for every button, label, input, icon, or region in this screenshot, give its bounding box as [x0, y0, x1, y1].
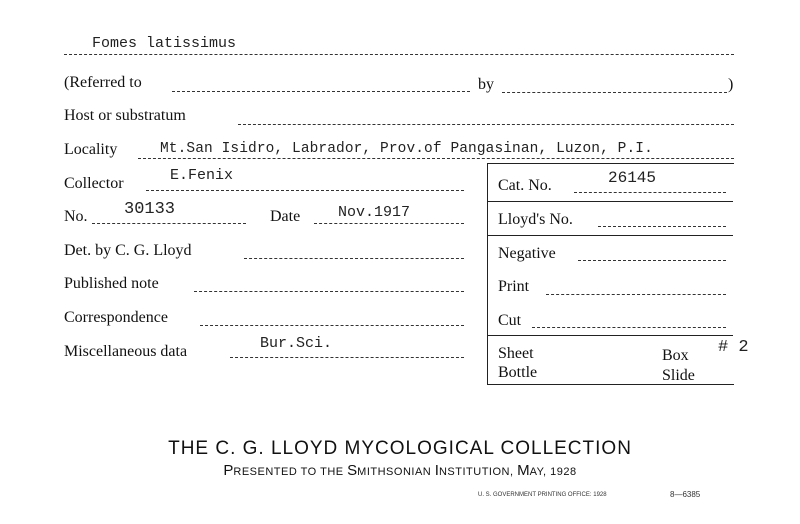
- negative-line: [578, 260, 726, 261]
- date-value: Nov.1917: [338, 204, 411, 221]
- catalog-divider-3: [487, 335, 733, 336]
- host-line: [238, 124, 734, 125]
- correspondence-label: Correspondence: [64, 309, 168, 326]
- published-label: Published note: [64, 275, 159, 292]
- catalog-divider-2: [487, 235, 733, 236]
- collector-value: E.Fenix: [170, 167, 234, 184]
- referred-to-line: [172, 91, 470, 92]
- print-label: Print: [498, 278, 530, 295]
- correspondence-line: [200, 325, 464, 326]
- det-label: Det. by C. G. Lloyd: [64, 242, 192, 259]
- host-label: Host or substratum: [64, 107, 186, 124]
- slide-label: Slide: [662, 367, 695, 384]
- sub-p: P: [223, 462, 234, 479]
- date-line: [314, 223, 464, 224]
- det-line: [244, 258, 464, 259]
- cat-no-label: Cat. No.: [498, 177, 552, 194]
- lloyds-no-line: [598, 226, 726, 227]
- sub-mithsonian: MITHSONIAN: [357, 466, 435, 478]
- published-line: [194, 291, 464, 292]
- sub-nstitution: NSTITUTION,: [438, 466, 518, 478]
- catalog-divider-1: [487, 201, 733, 202]
- collector-label: Collector: [64, 175, 124, 192]
- cut-label: Cut: [498, 312, 522, 329]
- referred-to-label: (Referred to: [64, 74, 142, 91]
- cut-line: [532, 327, 726, 328]
- collection-title: [0, 438, 800, 460]
- referred-by-line: [502, 92, 727, 93]
- number-label: No.: [64, 208, 88, 225]
- lloyds-no-label: Lloyd's No.: [498, 211, 573, 228]
- date-label: Date: [270, 208, 301, 225]
- print-line: [546, 294, 726, 295]
- box-label: Box: [662, 347, 689, 364]
- title-rest: HE C. G. LLOYD MYCOLOGICAL COLLECTION: [180, 438, 632, 459]
- cat-no-line: [574, 192, 726, 193]
- species-line: [64, 54, 734, 55]
- bottle-label: Bottle: [498, 364, 538, 381]
- number-value: 30133: [124, 200, 176, 219]
- sheet-label: Sheet: [498, 345, 534, 362]
- form-number: 8—6385: [670, 490, 701, 499]
- misc-label: Miscellaneous data: [64, 343, 188, 360]
- presented-subtitle: [0, 462, 800, 480]
- misc-line: [230, 357, 464, 358]
- species-name: Fomes latissimus: [92, 35, 237, 52]
- title-first-letter: T: [168, 438, 181, 459]
- sub-ay: AY, 1928: [529, 466, 577, 478]
- sub-i: I: [434, 462, 439, 479]
- sub-resented: RESENTED TO THE: [233, 466, 348, 478]
- box-number-mark: # 2: [718, 338, 749, 357]
- sub-s: S: [347, 462, 358, 479]
- cat-no-value: 26145: [608, 169, 657, 187]
- referred-by-label: by: [478, 76, 494, 93]
- locality-label: Locality: [64, 141, 118, 158]
- misc-value: Bur.Sci.: [260, 335, 333, 352]
- printing-office-note: U. S. GOVERNMENT PRINTING OFFICE: 1928: [478, 492, 607, 498]
- collector-line: [146, 190, 464, 191]
- locality-value: Mt.San Isidro, Labrador, Prov.of Pangasinan, Luzon, P.I.: [160, 141, 653, 157]
- sub-m: M: [517, 462, 530, 479]
- negative-label: Negative: [498, 245, 556, 262]
- number-line: [92, 223, 246, 224]
- locality-line: [138, 158, 734, 159]
- referred-close-paren: ): [728, 76, 734, 93]
